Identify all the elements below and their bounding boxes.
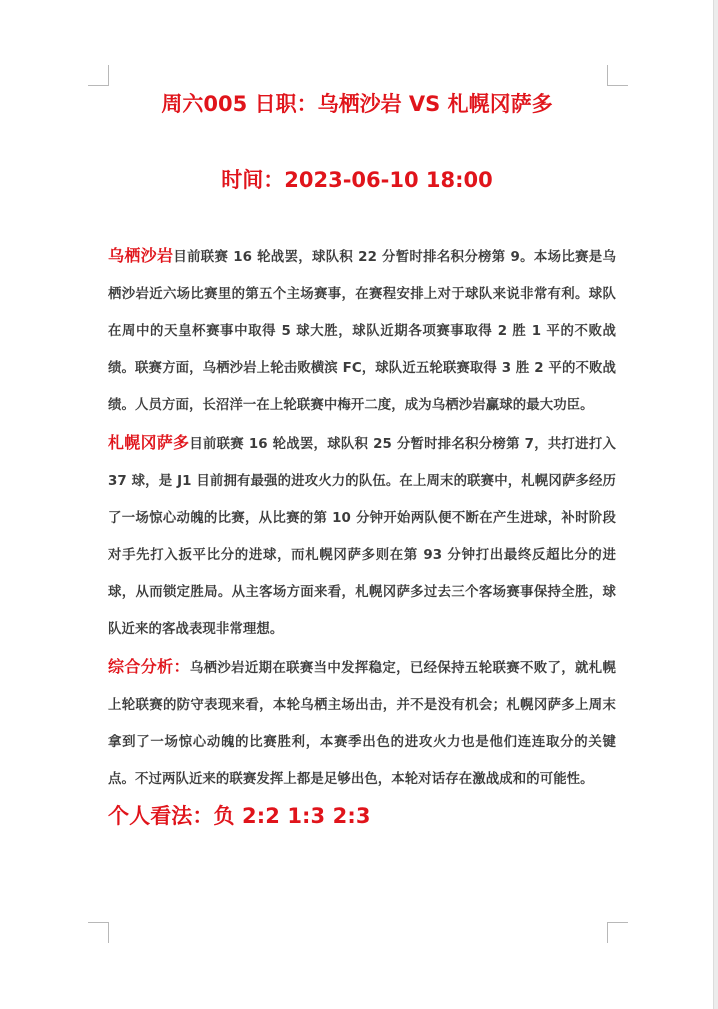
margin-corner-mark-bottom-left (88, 922, 109, 943)
paragraph-text-analysis: 乌栖沙岩近期在联赛当中发挥稳定，已经保持五轮联赛不败了，就札幌上轮联赛的防守表现来看，本轮乌栖主场出击，并不是没有机会；札幌冈萨多上周末拿到了一场惊心动魄的比赛胜利，本赛季出色的进攻火力也是他们连连取分的关键点。不过两队近来的联赛发挥上都是足够出色，本轮对话存在激战成和的可能性。 (108, 661, 616, 787)
paragraph-away-team (108, 424, 616, 648)
paragraph-text-away-team: 目前联赛 16 轮战罢，球队积 25 分暂时排名积分榜第 7，共打进打入 37 球，是 J1 目前拥有最强的进攻火力的队伍。在上周末的联赛中，札幌冈萨多经历了一场惊心动魄的比赛，从比赛的第 10 分钟开始两队便不断在产生进球，补时阶段对手先打入扳平比分的进球，而札幌冈萨多则在第 93 分钟打出最终反超比分的进球，从而锁定胜局。从主客场方面来看，札幌冈萨多过去三个客场赛事保持全胜，球队近来的客战表现非常理想。 (108, 437, 616, 637)
margin-corner-mark-bottom-right (607, 922, 628, 943)
paragraph-analysis (108, 648, 616, 798)
margin-corner-mark-top-left (88, 65, 109, 86)
paragraph-lead-away-team: 札幌冈萨多 (108, 433, 190, 452)
document-body (108, 237, 616, 834)
margin-corner-mark-top-right (607, 65, 628, 86)
match-time: 时间：2023-06-10 18:00 (221, 168, 493, 192)
window-scrollbar-edge[interactable] (713, 0, 718, 1009)
personal-prediction: 个人看法：负 2:2 1:3 2:3 (108, 804, 371, 828)
paragraph-lead-home-team: 乌栖沙岩 (108, 246, 174, 265)
paragraph-home-team (108, 237, 616, 424)
document-title: 周六005 日职：乌栖沙岩 VS 札幌冈萨多 (161, 92, 553, 116)
paragraph-text-home-team: 目前联赛 16 轮战罢，球队积 22 分暂时排名积分榜第 9。本场比赛是乌栖沙岩近六场比赛里的第五个主场赛事，在赛程安排上对于球队来说非常有利。球队在周中的天皇杯赛事中取得 5 球大胜，球队近期各项赛事取得 2 胜 1 平的不败战绩。联赛方面，乌栖沙岩上轮击败横滨 FC，球队近五轮联赛取得 3 胜 2 平的不败战绩。人员方面，长沼洋一在上轮联赛中梅开二度，成为乌栖沙岩赢球的最大功臣。 (108, 250, 616, 413)
paragraph-lead-analysis: 综合分析： (108, 657, 190, 676)
